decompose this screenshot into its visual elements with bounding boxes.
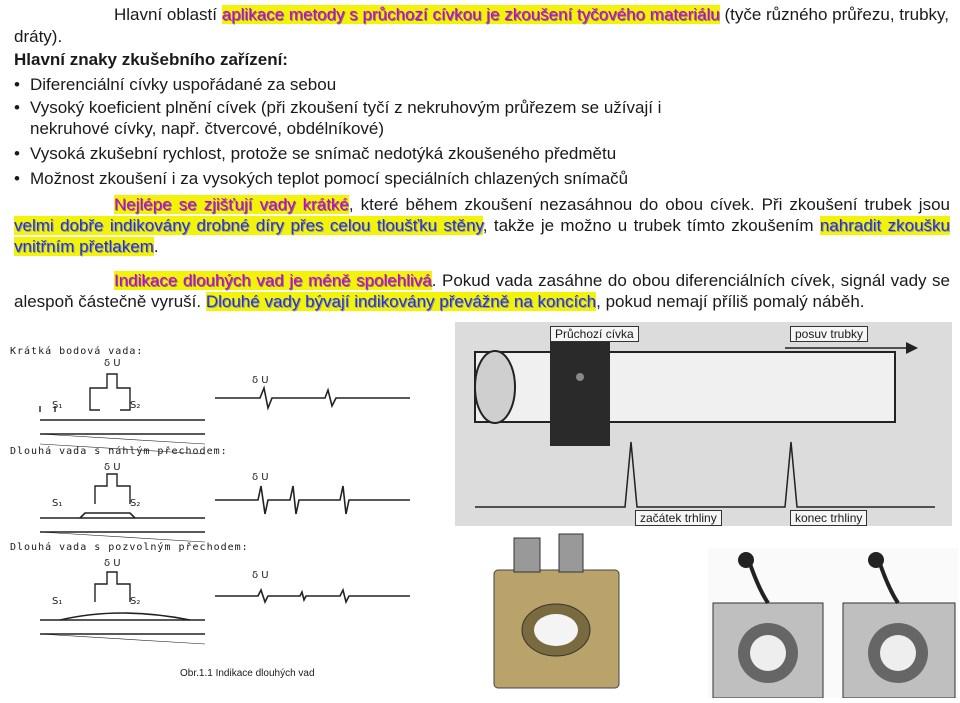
du-label: δ U	[104, 358, 121, 369]
s1-label: S₁	[52, 498, 63, 509]
defect-diagram-svg	[0, 338, 425, 668]
s2-label: S₂	[130, 400, 141, 411]
defect-indication-figure	[0, 338, 425, 698]
probe-illustration-2	[708, 548, 958, 698]
intro-suffix: (tyče různého průřezu, trubky, dráty).	[14, 5, 950, 46]
para2-text-1: . Pokud vada zasáhne do obou diferenciálních cívek, signál vady se alespoň částečně vyruší.	[14, 271, 950, 311]
para1-highlight-3: nahradit zkoušku vnitřním přetlakem	[14, 216, 950, 256]
short-defects-paragraph	[14, 194, 950, 257]
s2-label: S₂	[130, 596, 141, 607]
probe-illustration-1	[484, 530, 634, 698]
para1-highlight-2: velmi dobře indikovány drobné díry přes celou tloušťku stěny	[14, 216, 483, 235]
probe-photo-1	[484, 530, 634, 698]
intro-highlight: aplikace metody s průchozí cívkou je zkoušení tyčového materiálu	[221, 5, 720, 24]
s1-label: S₁	[52, 596, 63, 607]
list-item: • Diferenciální cívky uspořádané za sebou	[14, 74, 714, 95]
crack-end-label: konec trhliny	[790, 510, 867, 526]
label-long-sudden: Dlouhá vada s náhlým přechodem:	[10, 446, 228, 457]
list-item: • Možnost zkoušení i za vysokých teplot pomocí speciálních chlazených snímačů	[14, 168, 714, 189]
coil-illustration	[455, 322, 952, 526]
du-label: δ U	[104, 462, 121, 473]
para2-text-2: , pokud nemají příliš pomalý náběh.	[596, 292, 865, 311]
intro-prefix: Hlavní oblastí	[114, 5, 217, 24]
s1-label: S₁	[52, 400, 63, 411]
du-label: δ U	[252, 570, 269, 581]
para1-text-3: .	[153, 237, 159, 256]
para1-text-1: , které během zkoušení nezasáhnou do obou cívek. Při zkoušení trubek jsou	[348, 195, 950, 214]
du-label: δ U	[252, 472, 269, 483]
crack-start-label: začátek trhliny	[635, 510, 722, 526]
through-coil-photo	[455, 322, 952, 526]
list-item: • Vysoká zkušební rychlost, protože se snímač nedotýká zkoušeného předmětu	[14, 143, 714, 164]
para2-highlight-1: Indikace dlouhých vad je méně spolehlivá	[114, 271, 432, 290]
figure-caption: Obr.1.1 Indikace dlouhých vad	[180, 668, 315, 679]
long-defects-paragraph	[14, 270, 950, 312]
feature-list	[14, 74, 714, 191]
probe-photo-2	[708, 548, 958, 698]
intro-paragraph	[14, 4, 950, 48]
para1-text-2: , takže je možno u trubek tímto zkoušením	[482, 216, 814, 235]
para1-highlight-1: Nejlépe se zjišťují vady krátké	[114, 195, 349, 214]
label-short-defect: Krátká bodová vada:	[10, 346, 144, 357]
s2-label: S₂	[130, 498, 141, 509]
du-label: δ U	[252, 375, 269, 386]
coil-label: Průchozí cívka	[550, 326, 639, 342]
du-label: δ U	[104, 558, 121, 569]
list-item: • Vysoký koeficient plnění cívek (při zkoušení tyčí z nekruhovým průřezem se užívají i nekruhové cívky, např. čtvercové, obdélníkové)	[14, 97, 714, 139]
para2-highlight-2: Dlouhé vady bývají indikovány převážně na koncích	[205, 292, 597, 311]
label-long-gradual: Dlouhá vada s pozvolným přechodem:	[10, 542, 249, 553]
feed-label: posuv trubky	[790, 326, 868, 342]
section-heading: Hlavní znaky zkušebního zařízení:	[14, 50, 288, 69]
